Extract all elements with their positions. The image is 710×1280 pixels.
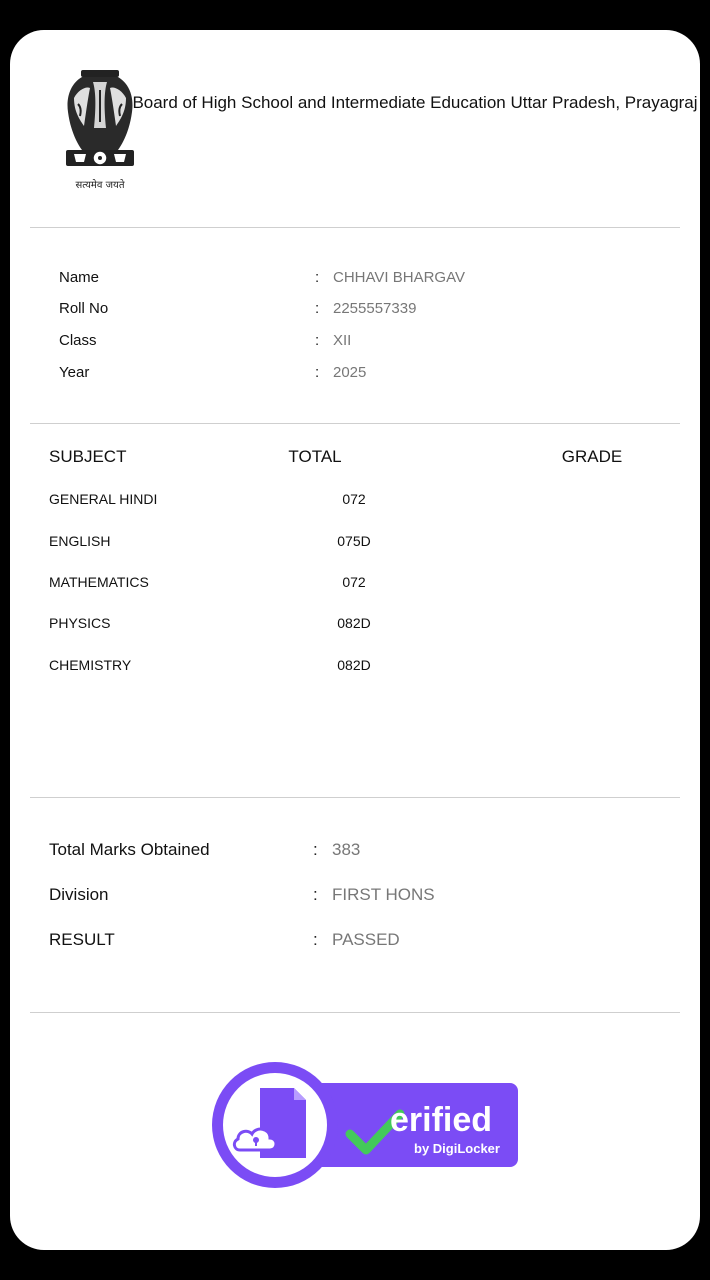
- cloud-lock-icon: [234, 1129, 276, 1150]
- subject-name: GENERAL HINDI: [49, 491, 158, 507]
- info-row-class: [59, 332, 659, 356]
- table-row: [49, 615, 649, 637]
- summary-row-division: [49, 885, 649, 911]
- subject-total: 082D: [337, 615, 371, 631]
- summary-value: 383: [332, 840, 361, 859]
- divider-header: [30, 227, 680, 228]
- subject-name: MATHEMATICS: [49, 574, 149, 590]
- subject-name: ENGLISH: [49, 533, 111, 549]
- info-colon: :: [315, 332, 320, 349]
- summary-colon: :: [313, 840, 318, 859]
- subject-name: PHYSICS: [49, 615, 111, 631]
- subject-total: 072: [342, 491, 366, 507]
- info-colon: :: [315, 269, 320, 286]
- summary-value: FIRST HONS: [332, 885, 435, 904]
- digilocker-text: by DigiLocker: [414, 1141, 500, 1156]
- subject-total: 082D: [337, 657, 371, 673]
- divider-info: [30, 423, 680, 424]
- info-value: XII: [333, 332, 352, 349]
- marksheet-card: [10, 30, 700, 1250]
- header-subject: SUBJECT: [49, 447, 127, 466]
- board-title: Board of High School and Intermediate Education Uttar Pradesh, Prayagraj: [132, 93, 698, 112]
- subject-name: CHEMISTRY: [49, 657, 132, 673]
- subject-total: 072: [342, 574, 366, 590]
- summary-row-result: [49, 930, 649, 956]
- info-value: CHHAVI BHARGAV: [333, 269, 465, 286]
- info-colon: :: [315, 364, 320, 381]
- info-row-year: [59, 364, 659, 388]
- info-label: Roll No: [59, 300, 109, 317]
- summary-label: Total Marks Obtained: [49, 840, 210, 859]
- info-colon: :: [315, 300, 320, 317]
- table-row: [49, 533, 649, 555]
- summary-row-total-marks: [49, 840, 649, 866]
- summary-label: Division: [49, 885, 109, 904]
- digilocker-verified-badge: [210, 1060, 522, 1190]
- info-label: Year: [59, 364, 90, 381]
- summary-label: RESULT: [49, 930, 115, 949]
- divider-table: [30, 797, 680, 798]
- summary-colon: :: [313, 930, 318, 949]
- info-label: Class: [59, 332, 97, 349]
- subject-total: 075D: [337, 533, 371, 549]
- header-total: TOTAL: [288, 447, 342, 466]
- info-value: 2025: [333, 364, 367, 381]
- summary-value: PASSED: [332, 930, 400, 949]
- info-value: 2255557339: [333, 300, 417, 317]
- table-row: [49, 574, 649, 596]
- table-row: [49, 657, 649, 679]
- info-label: Name: [59, 269, 100, 286]
- info-row-name: [59, 269, 659, 293]
- emblem-motto: सत्यमेव जयते: [75, 180, 125, 191]
- table-row: [49, 491, 649, 513]
- verified-text: erified: [390, 1101, 493, 1139]
- summary-colon: :: [313, 885, 318, 904]
- divider-summary: [30, 1012, 680, 1013]
- national-emblem-icon: [60, 68, 140, 192]
- info-row-roll-no: [59, 300, 659, 324]
- header-grade: GRADE: [561, 447, 623, 466]
